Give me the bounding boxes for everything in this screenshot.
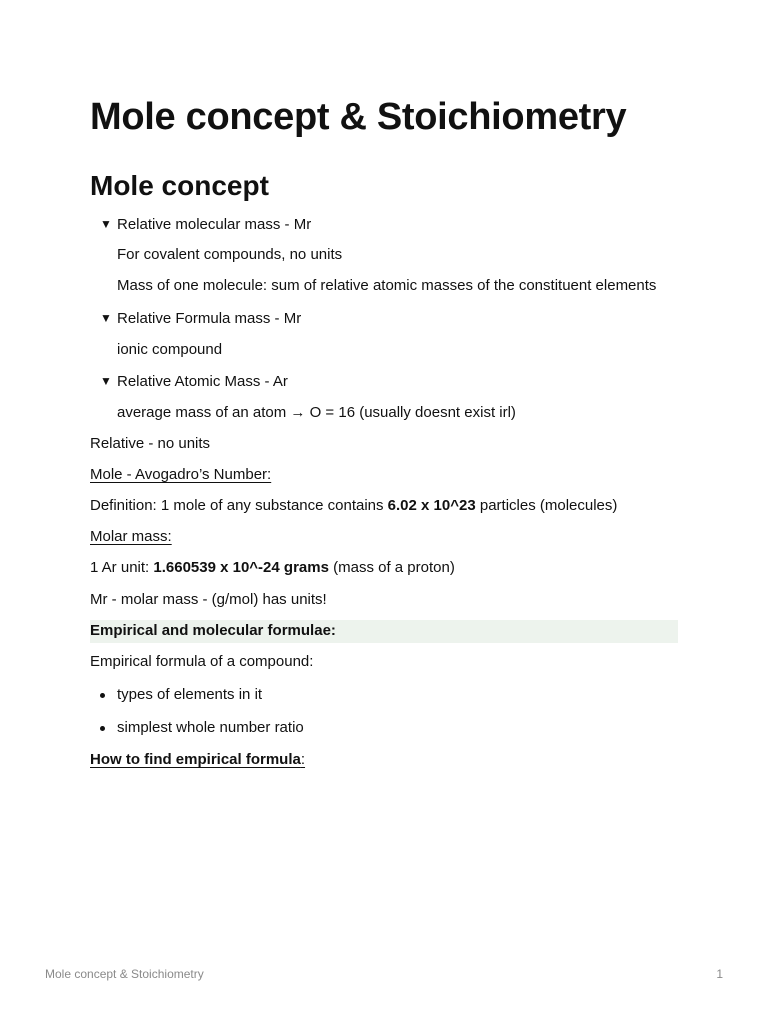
empirical-intro: Empirical formula of a compound: [90, 653, 314, 670]
toggle-relative-molecular-mass[interactable] [100, 214, 311, 235]
ar-unit-paragraph [90, 558, 455, 578]
footer-page-number: 1 [716, 967, 723, 981]
section-title-mole-concept: Mole concept [90, 170, 269, 201]
ar-unit-suffix: (mass of a proton) [328, 559, 455, 576]
toggle-caret-icon[interactable]: ▼ [100, 311, 112, 325]
ar-unit-prefix: 1 Ar unit: [90, 559, 154, 576]
definition-paragraph [90, 496, 617, 516]
bullet-dot-icon [100, 726, 105, 731]
toggle-child-text: average mass of an atom → O = 16 (usually doesnt exist irl) [117, 404, 516, 421]
list-item: simplest whole number ratio [117, 719, 304, 736]
empirical-heading [90, 621, 336, 641]
toggle-relative-atomic-mass[interactable] [100, 371, 288, 392]
mr-note: Mr - molar mass - (g/mol) has units! [90, 591, 327, 608]
toggle-child-text: ionic compound [117, 341, 223, 358]
page-title: Mole concept & Stoichiometry [90, 96, 627, 138]
toggle-label: Relative molecular mass - Mr [117, 216, 312, 233]
avogadro-heading: Mole - Avogadro’s Number: [90, 466, 272, 483]
empirical-heading-text: Empirical and molecular formulae: [90, 622, 336, 639]
molar-mass-heading: Molar mass: [90, 528, 172, 545]
bullet-dot-icon [100, 693, 105, 698]
how-to-heading-text: How to find empirical formula [90, 751, 301, 768]
how-to-heading [90, 750, 305, 770]
toggle-child-text: For covalent compounds, no units [117, 246, 343, 263]
toggle-label: Relative Atomic Mass - Ar [117, 373, 288, 390]
toggle-relative-formula-mass[interactable] [100, 308, 301, 329]
ar-unit-value: 1.660539 x 10^-24 grams [153, 559, 329, 576]
toggle-caret-icon[interactable]: ▼ [100, 217, 112, 231]
relative-note: Relative - no units [90, 435, 211, 452]
definition-prefix: Definition: 1 mole of any substance contains [90, 497, 388, 514]
toggle-label: Relative Formula mass - Mr [117, 310, 302, 327]
avogadro-number: 6.02 x 10^23 [387, 497, 476, 514]
footer-title: Mole concept & Stoichiometry [45, 967, 204, 981]
toggle-caret-icon[interactable]: ▼ [100, 374, 112, 388]
how-to-heading-colon: : [300, 751, 306, 768]
definition-suffix: particles (molecules) [475, 497, 618, 514]
list-item: types of elements in it [117, 686, 263, 703]
toggle-child-text: Mass of one molecule: sum of relative atomic masses of the constituent elements [117, 277, 657, 294]
